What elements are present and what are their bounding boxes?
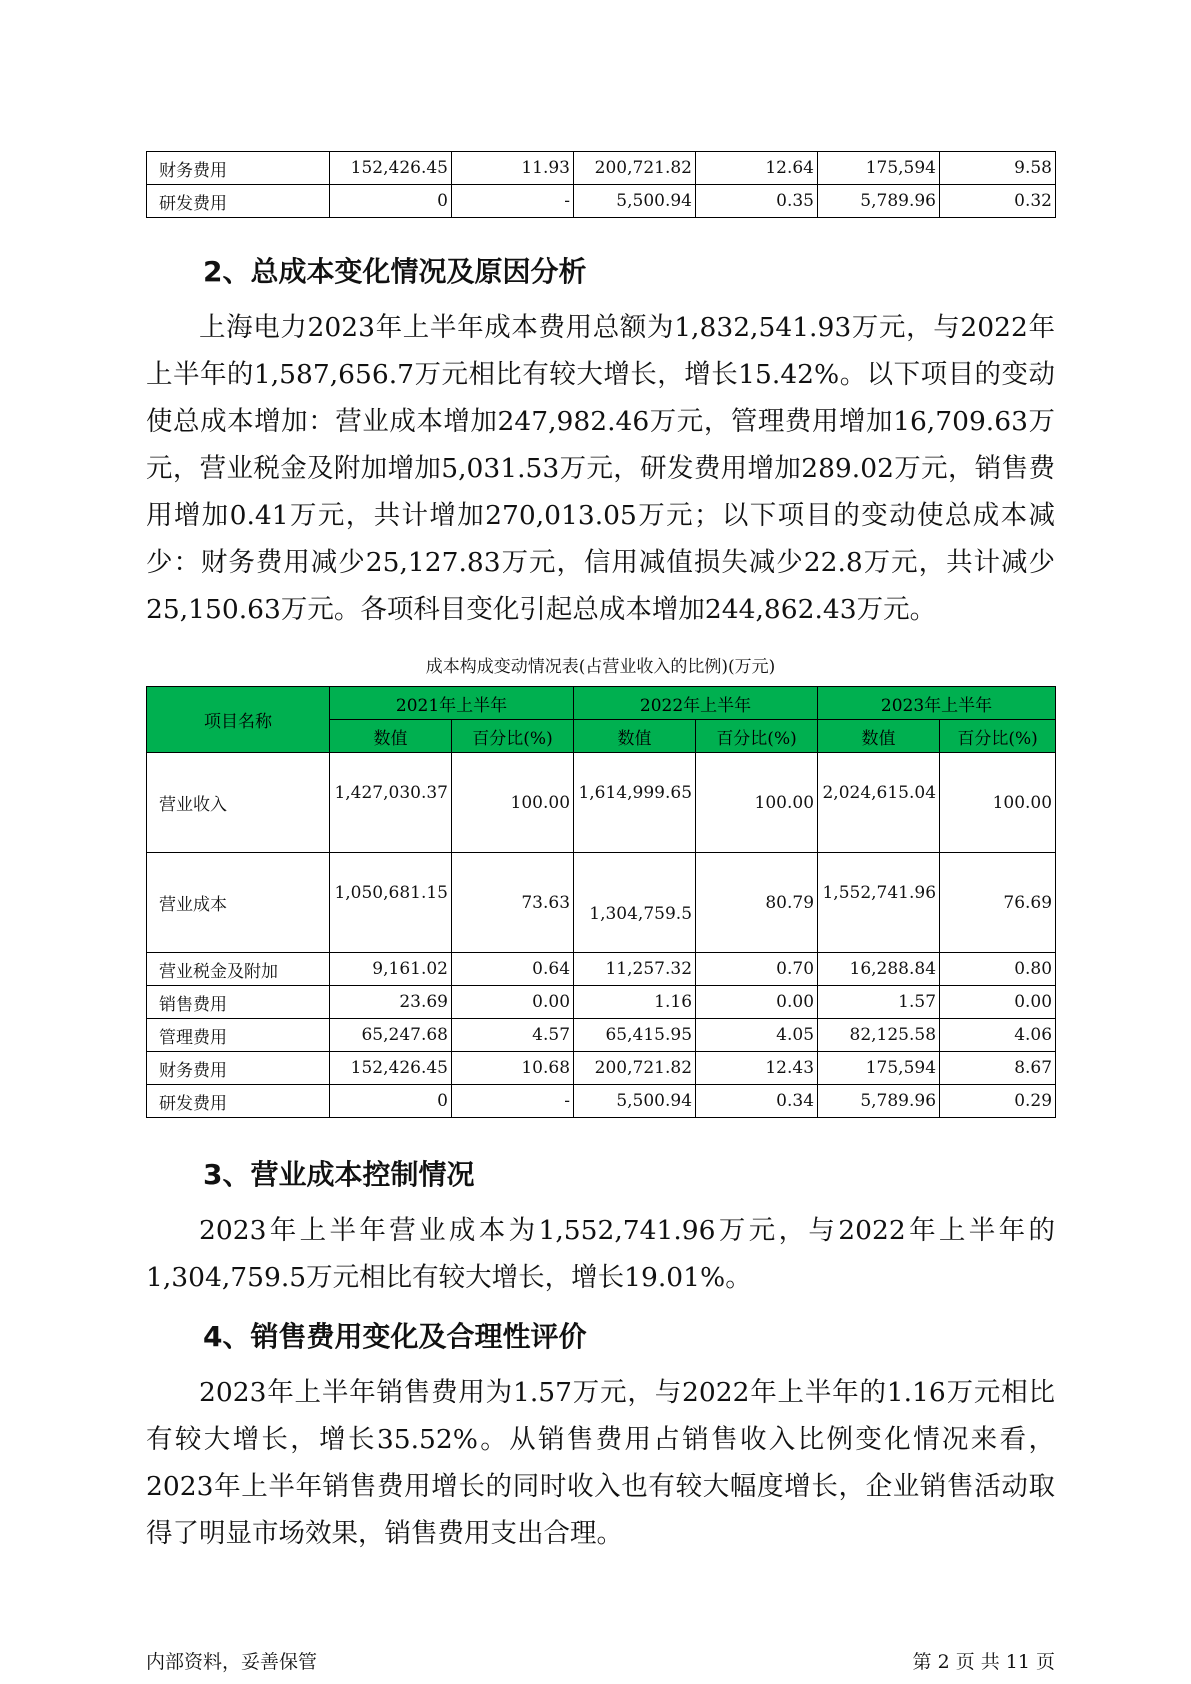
- column-header-period: 2022年上半年: [574, 687, 818, 720]
- table-row: [147, 1085, 1056, 1118]
- cell: 0.00: [452, 986, 574, 1019]
- table-row: [147, 152, 1056, 185]
- cell: 0.35: [696, 185, 818, 218]
- cell: 1,050,681.15: [330, 853, 452, 953]
- cell: -: [452, 185, 574, 218]
- table-row: [147, 1052, 1056, 1085]
- cost-structure-table: [146, 686, 1056, 1118]
- cell: 1,614,999.65: [574, 753, 696, 853]
- cell: 1.16: [574, 986, 696, 1019]
- row-label: 营业收入: [147, 753, 330, 853]
- table-row: [147, 1019, 1056, 1052]
- cell: 12.43: [696, 1052, 818, 1085]
- section-heading: 3、营业成本控制情况: [203, 1158, 475, 1191]
- cell: 5,789.96: [818, 1085, 940, 1118]
- section-heading: 4、销售费用变化及合理性评价: [203, 1320, 587, 1353]
- column-header-pct: 百分比(%): [696, 720, 818, 753]
- column-header-value: 数值: [818, 720, 940, 753]
- cell: 0: [330, 185, 452, 218]
- column-header-period: 2023年上半年: [818, 687, 1056, 720]
- row-label: 财务费用: [147, 1052, 330, 1085]
- row-label: 研发费用: [147, 185, 330, 218]
- table-caption: 成本构成变动情况表(占营业收入的比例)(万元): [425, 657, 776, 677]
- cell: 175,594: [818, 1052, 940, 1085]
- cell: 0.64: [452, 953, 574, 986]
- cell: 0.29: [940, 1085, 1056, 1118]
- row-label: 营业税金及附加: [147, 953, 330, 986]
- footer-confidential-note: 内部资料，妥善保管: [146, 1651, 318, 1673]
- cell: 4.05: [696, 1019, 818, 1052]
- cell: 152,426.45: [330, 1052, 452, 1085]
- section-heading: 2、总成本变化情况及原因分析: [203, 255, 587, 288]
- section-paragraph: 2023年上半年营业成本为1,552,741.96万元，与2022年上半年的1,304,759.5万元相比有较大增长，增长19.01%。: [146, 1215, 1055, 1293]
- cell: 0: [330, 1085, 452, 1118]
- row-label: 财务费用: [147, 152, 330, 185]
- cell: 1,552,741.96: [818, 853, 940, 953]
- cell: 0.80: [940, 953, 1056, 986]
- column-header-pct: 百分比(%): [940, 720, 1056, 753]
- row-label: 营业成本: [147, 853, 330, 953]
- cell: 0.00: [940, 986, 1056, 1019]
- column-header-period: 2021年上半年: [330, 687, 574, 720]
- cell: 200,721.82: [574, 1052, 696, 1085]
- cell: 1,427,030.37: [330, 753, 452, 853]
- cell: 0.32: [940, 185, 1056, 218]
- top-cost-table: [146, 151, 1056, 218]
- section-paragraph: 上海电力2023年上半年成本费用总额为1,832,541.93万元，与2022年上半年的1,587,656.7万元相比有较大增长，增长15.42%。以下项目的变动使总成本增加：营业成本增加247,982.46万元，管理费用增加16,709.63万元，营业税金及附加增加5,031.53万元，研发费用增加289.02万元，销售费用增加0.41万元，共计增加270,013.05万元；以下项目的变动使总成本减少：财务费用减少25,127.83万元，信用减值损失减少22.8万元，共计减少25,150.63万元。各项科目变化引起总成本增加244,862.43万元。: [146, 312, 1055, 625]
- cell: 12.64: [696, 152, 818, 185]
- cell: 5,500.94: [574, 1085, 696, 1118]
- cell: 76.69: [940, 853, 1056, 953]
- cell: 9,161.02: [330, 953, 452, 986]
- column-header-item: 项目名称: [147, 687, 330, 753]
- cell: 82,125.58: [818, 1019, 940, 1052]
- table-row: [147, 853, 1056, 953]
- column-header-value: 数值: [574, 720, 696, 753]
- cell: 11,257.32: [574, 953, 696, 986]
- cell: 80.79: [696, 853, 818, 953]
- cell: 4.06: [940, 1019, 1056, 1052]
- cell: 200,721.82: [574, 152, 696, 185]
- cell: 65,415.95: [574, 1019, 696, 1052]
- cell: 1,304,759.5: [574, 853, 696, 953]
- cell: 100.00: [696, 753, 818, 853]
- table-header-row: [147, 687, 1056, 720]
- cell: 0.00: [696, 986, 818, 1019]
- cell: 100.00: [452, 753, 574, 853]
- cell: 0.34: [696, 1085, 818, 1118]
- cell: 100.00: [940, 753, 1056, 853]
- footer-page-number: 第 2 页 共 11 页: [912, 1651, 1055, 1673]
- cell: 0.70: [696, 953, 818, 986]
- row-label: 销售费用: [147, 986, 330, 1019]
- cell: 2,024,615.04: [818, 753, 940, 853]
- cell: 5,789.96: [818, 185, 940, 218]
- cell: 16,288.84: [818, 953, 940, 986]
- cell: 23.69: [330, 986, 452, 1019]
- cell: 11.93: [452, 152, 574, 185]
- row-label: 研发费用: [147, 1085, 330, 1118]
- cell: -: [452, 1085, 574, 1118]
- row-label: 管理费用: [147, 1019, 330, 1052]
- column-header-value: 数值: [330, 720, 452, 753]
- cell: 73.63: [452, 853, 574, 953]
- table-row: [147, 986, 1056, 1019]
- cell: 8.67: [940, 1052, 1056, 1085]
- table-row: [147, 753, 1056, 853]
- cell: 10.68: [452, 1052, 574, 1085]
- cell: 1.57: [818, 986, 940, 1019]
- cell: 175,594: [818, 152, 940, 185]
- cell: 4.57: [452, 1019, 574, 1052]
- cell: 9.58: [940, 152, 1056, 185]
- cell: 152,426.45: [330, 152, 452, 185]
- table-row: [147, 953, 1056, 986]
- table-row: [147, 185, 1056, 218]
- cell: 65,247.68: [330, 1019, 452, 1052]
- cell: 5,500.94: [574, 185, 696, 218]
- section-paragraph: 2023年上半年销售费用为1.57万元，与2022年上半年的1.16万元相比有较大增长，增长35.52%。从销售费用占销售收入比例变化情况来看，2023年上半年销售费用增长的同时收入也有较大幅度增长，企业销售活动取得了明显市场效果，销售费用支出合理。: [146, 1377, 1055, 1549]
- column-header-pct: 百分比(%): [452, 720, 574, 753]
